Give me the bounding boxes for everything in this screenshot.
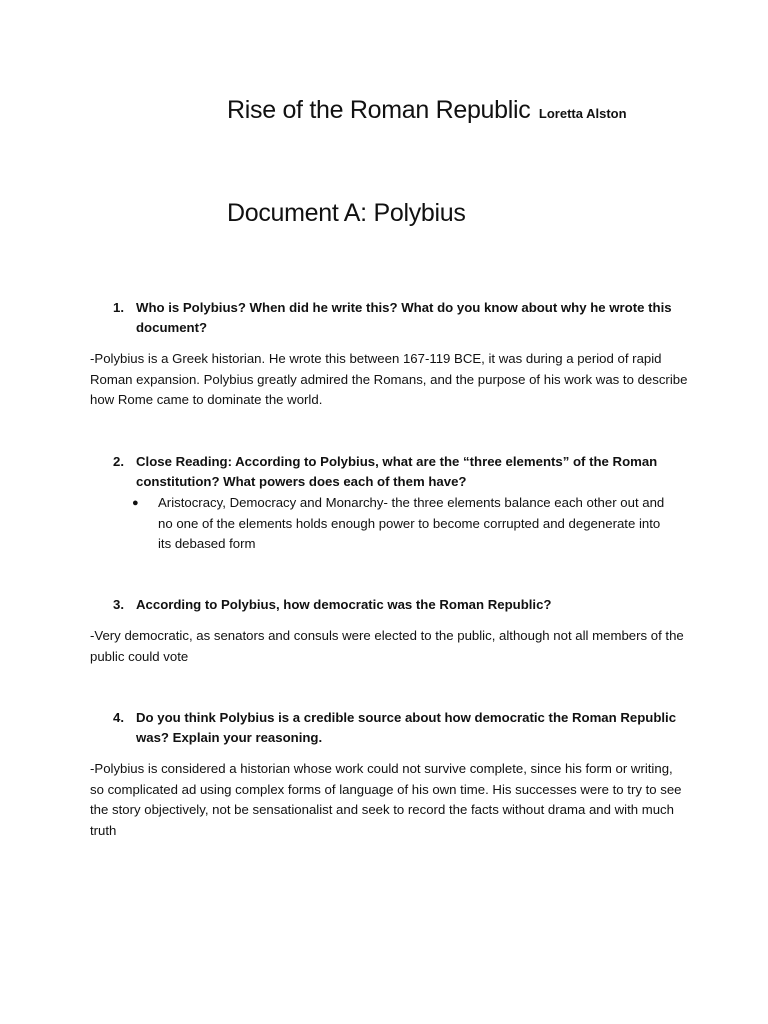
answer-3: -Very democratic, as senators and consuls were elected to the public, although not all members of the public could vote xyxy=(90,628,684,664)
bullet-icon: ● xyxy=(132,497,139,509)
page-title: Rise of the Roman Republic xyxy=(227,96,531,124)
question-1 xyxy=(113,298,688,338)
answer-1: -Polybius is a Greek historian. He wrote this between 167-119 BCE, it was during a period of rapid Roman expansion. Polybius greatly admired the Romans, and the purpose of his work was to describe how Rome came to dominate the world. xyxy=(90,351,688,407)
question-2 xyxy=(113,452,688,492)
question-3 xyxy=(113,595,688,615)
answer-2-bullet-item xyxy=(132,493,672,555)
document-heading: Document A: Polybius xyxy=(227,199,466,227)
question-text: Who is Polybius? When did he write this? What do you know about why he wrote this document? xyxy=(136,300,672,335)
question-number: 2. xyxy=(113,454,124,469)
author-name: Loretta Alston xyxy=(538,106,627,121)
answer-2: Aristocracy, Democracy and Monarchy- the three elements balance each other out and no one of the elements holds enough power to become corrupted and degenerate into its debased form xyxy=(158,495,665,551)
title-line xyxy=(227,96,627,125)
question-text: Close Reading: According to Polybius, what are the “three elements” of the Roman constitution? What powers does each of them have? xyxy=(136,454,658,489)
question-text: According to Polybius, how democratic was the Roman Republic? xyxy=(136,597,552,612)
question-text: Do you think Polybius is a credible source about how democratic the Roman Republic was? Explain your reasoning. xyxy=(136,710,677,745)
question-number: 4. xyxy=(113,710,124,725)
answer-4: -Polybius is considered a historian whose work could not survive complete, since his form or writing, so complicated ad using complex forms of language of his own time. His successes were to try to see the story objectively, not be sensationalist and seek to record the facts without drama and with much truth xyxy=(90,761,682,838)
question-number: 3. xyxy=(113,597,124,612)
question-number: 1. xyxy=(113,300,124,315)
question-4 xyxy=(113,708,688,748)
